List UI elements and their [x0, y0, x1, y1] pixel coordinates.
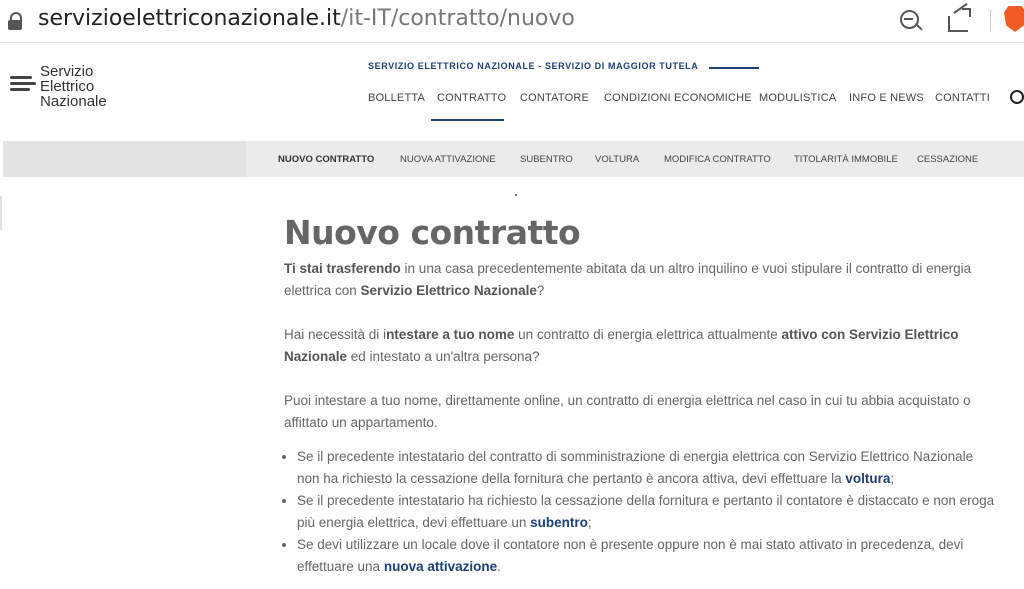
- logo-line-2: Elettrico: [40, 78, 95, 95]
- b1-text: Se il precedente intestatario del contratto di somministrazione di energia elettrica con Servizio Elettrico Nazionale non ha richiesto la cessazione della fornitura che pertanto è ancora attiva, devi effettuare la: [297, 449, 974, 486]
- subnav-voltura[interactable]: VOLTURA: [595, 154, 640, 165]
- zoom-out-icon[interactable]: [898, 8, 924, 34]
- sub-nav: [3, 141, 1024, 177]
- sub-nav-left-panel: [3, 141, 246, 177]
- paragraph-2: [284, 324, 994, 368]
- nav-contatore[interactable]: CONTATORE: [520, 92, 590, 104]
- b1-end: ;: [890, 471, 895, 486]
- subnav-titolarita-immobile[interactable]: TITOLARITÀ IMMOBILE: [794, 154, 898, 165]
- url-path: /it-IT/contratto/nuovo: [340, 6, 575, 31]
- subentro-link[interactable]: subentro: [530, 515, 588, 530]
- p1-text-2: ?: [536, 283, 545, 298]
- p2-bold-2: attivo con Servizio Elettrico Nazionale: [284, 327, 959, 364]
- nav-info-e-news[interactable]: INFO E NEWS: [849, 92, 924, 104]
- nav-bolletta[interactable]: BOLLETTA: [368, 92, 426, 104]
- subnav-subentro[interactable]: SUBENTRO: [520, 154, 573, 165]
- url-domain: servizioelettriconazionale.it: [38, 6, 341, 31]
- p2-text-1: Hai necessità di i: [284, 327, 387, 342]
- nav-active-indicator: [431, 119, 504, 121]
- subnav-nuovo-contratto[interactable]: NUOVO CONTRATTO: [278, 154, 375, 165]
- sidebar-edge: [0, 196, 2, 230]
- b3-text: Se devi utilizzare un locale dove il contatore non è presente oppure non è mai stato attivato in precedenza, devi effettuare una: [297, 537, 964, 574]
- site-tagline: SERVIZIO ELETTRICO NAZIONALE - SERVIZIO DI MAGGIOR TUTELA: [368, 61, 699, 71]
- p1-bold-1: Ti stai trasferendo: [284, 261, 401, 276]
- list-item: [297, 534, 997, 578]
- logo-line-1: Servizio: [40, 63, 94, 80]
- b3-end: .: [497, 559, 501, 574]
- nav-contratto[interactable]: CONTRATTO: [437, 92, 507, 104]
- p2-text-2: un contratto di energia elettrica attualmente: [514, 327, 782, 342]
- subnav-nuova-attivazione[interactable]: NUOVA ATTIVAZIONE: [400, 154, 496, 165]
- nuova-attivazione-link[interactable]: nuova attivazione: [383, 559, 498, 574]
- logo-mark-icon: [10, 76, 36, 94]
- list-item: [297, 490, 997, 534]
- nav-modulistica[interactable]: MODULISTICA: [759, 92, 837, 104]
- paragraph-1: [284, 258, 994, 302]
- share-icon[interactable]: [946, 8, 972, 34]
- logo-line-3: Nazionale: [40, 93, 107, 110]
- nav-contatti[interactable]: CONTATTI: [935, 92, 990, 104]
- options-list: [284, 446, 997, 578]
- brave-shield-icon[interactable]: [1004, 6, 1024, 32]
- logo-text: [40, 64, 107, 109]
- browser-address-bar: [0, 0, 1024, 43]
- tagline-underline: [709, 67, 759, 69]
- decorative-dot: [515, 194, 517, 196]
- page-title: Nuovo contratto: [284, 213, 581, 252]
- search-icon[interactable]: [1010, 90, 1024, 104]
- url-field[interactable]: [38, 6, 575, 31]
- toolbar-divider: [990, 10, 991, 32]
- p2-bold-1: ntestare a tuo nome: [386, 327, 515, 342]
- p1-bold-2: Servizio Elettrico Nazionale: [360, 283, 537, 298]
- nav-condizioni-economiche[interactable]: CONDIZIONI ECONOMICHE: [604, 92, 752, 104]
- b2-text: Se il precedente intestatario ha richiesto la cessazione della fornitura e pertanto il contatore è distaccato e non eroga più energia elettrica, devi effettuare un: [297, 493, 995, 530]
- subnav-modifica-contratto[interactable]: MODIFICA CONTRATTO: [664, 154, 771, 165]
- list-item: [297, 446, 997, 490]
- paragraph-3: Puoi intestare a tuo nome, direttamente online, un contratto di energia elettrica nel caso in cui tu abbia acquistato o affittato un appartamento.: [284, 393, 971, 430]
- b2-end: ;: [587, 515, 592, 530]
- p2-text-3: ed intestato a un'altra persona?: [347, 349, 540, 364]
- lock-icon[interactable]: [8, 12, 22, 30]
- subnav-cessazione[interactable]: CESSAZIONE: [917, 154, 979, 165]
- voltura-link[interactable]: voltura: [845, 471, 891, 486]
- p1-text-1: in una casa precedentemente abitata da un altro inquilino e vuoi stipulare il contratto di energia elettrica con: [284, 261, 972, 298]
